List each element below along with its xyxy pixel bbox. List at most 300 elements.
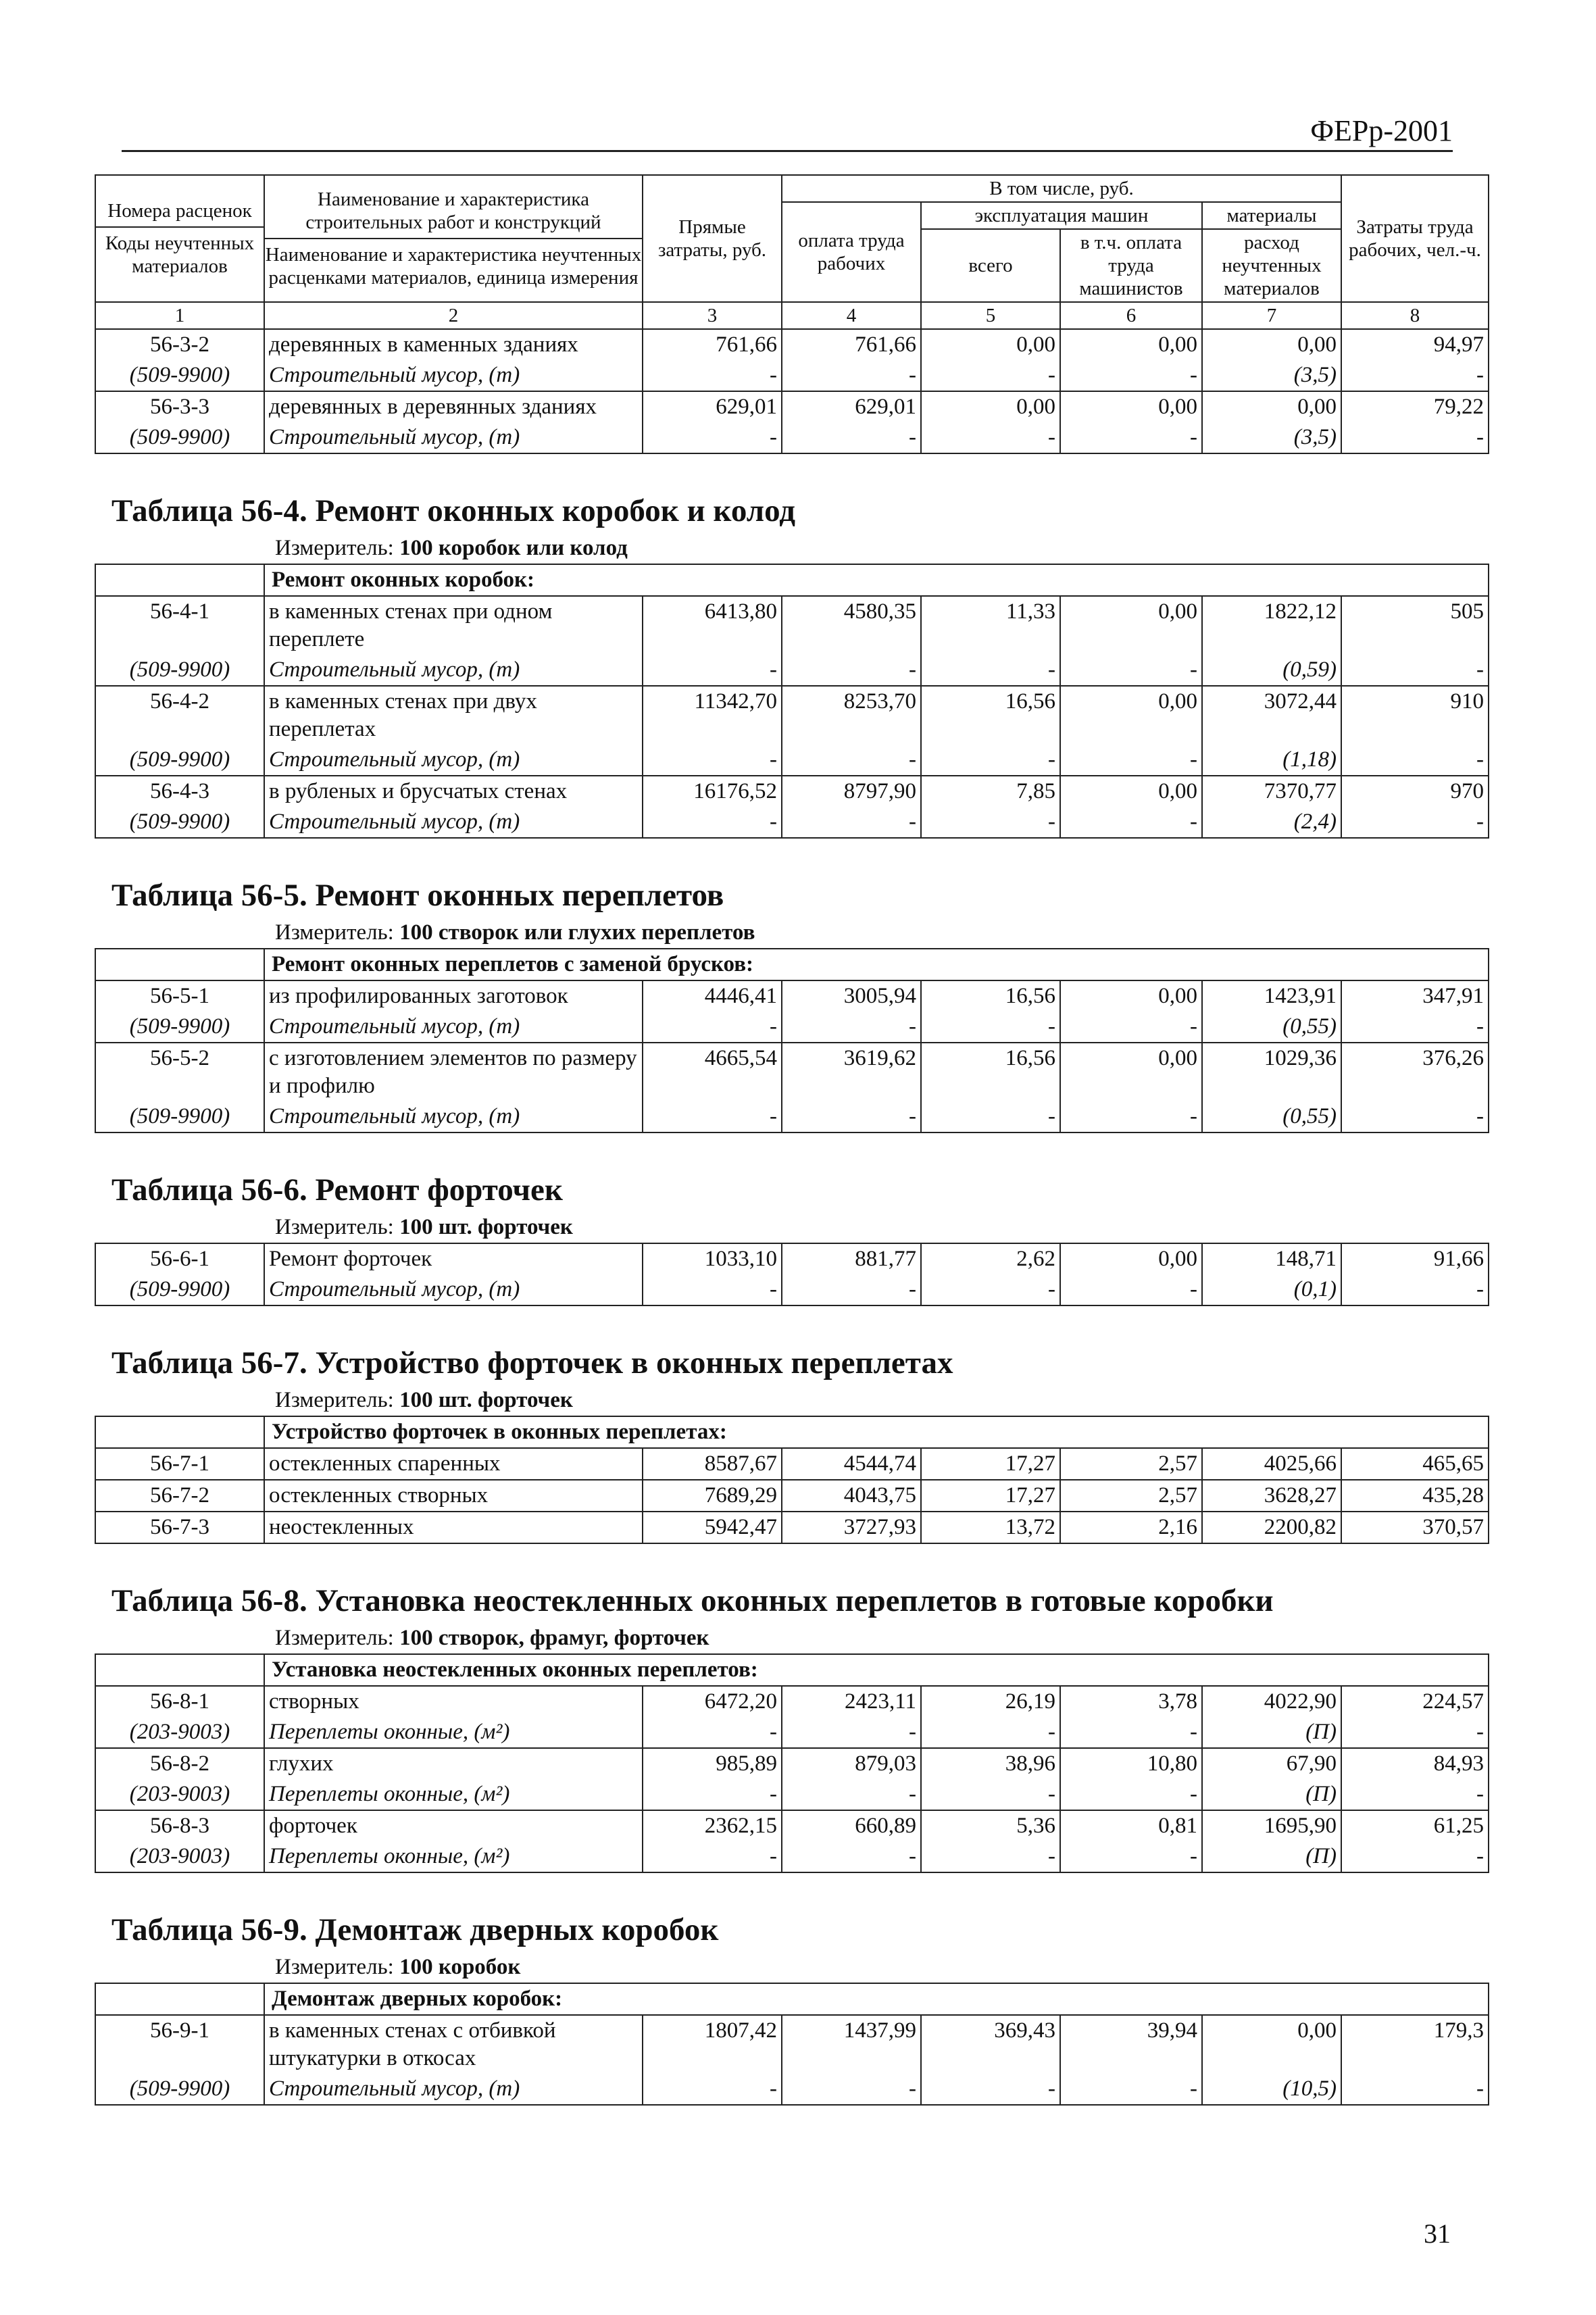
material-value: - xyxy=(921,360,1060,391)
header-rate-number xyxy=(95,175,264,302)
material-row xyxy=(95,422,1489,453)
table-title: Таблица 56-7. Устройство форточек в оконных переплетах xyxy=(111,1345,953,1380)
rate-value: 17,27 xyxy=(921,1480,1060,1512)
header-direct-costs: Прямые затраты, руб. xyxy=(643,175,782,302)
rate-code: 56-7-2 xyxy=(95,1480,264,1512)
material-row xyxy=(95,1717,1489,1748)
material-value: - xyxy=(643,1274,782,1305)
material-row xyxy=(95,1779,1489,1810)
rate-code: 56-6-1 xyxy=(95,1243,264,1274)
rate-value: 7,85 xyxy=(921,776,1060,807)
rate-row xyxy=(95,686,1489,745)
rate-value: 629,01 xyxy=(643,391,782,422)
rate-name: створных xyxy=(264,1686,643,1717)
material-value: - xyxy=(921,1274,1060,1305)
rate-value: 370,57 xyxy=(1341,1512,1489,1543)
rate-value: 910 xyxy=(1341,686,1489,745)
measure-label: Измеритель: xyxy=(275,920,394,945)
measure-unit xyxy=(95,1213,1489,1243)
rate-value: 0,00 xyxy=(1060,596,1202,655)
material-value: - xyxy=(643,1101,782,1132)
measure-row xyxy=(95,534,1489,564)
rate-value: 0,81 xyxy=(1060,1810,1202,1841)
rate-row xyxy=(95,329,1489,360)
rate-row xyxy=(95,596,1489,655)
material-name: Строительный мусор, (т) xyxy=(264,1101,643,1132)
measure-value: 100 коробок или колод xyxy=(399,536,628,560)
rate-name: в каменных стенах при двух переплетах xyxy=(264,686,643,745)
rate-code: 56-8-2 xyxy=(95,1748,264,1779)
table-body xyxy=(95,329,1489,2105)
rate-value: 1695,90 xyxy=(1202,1810,1341,1841)
rate-value: 16,56 xyxy=(921,686,1060,745)
material-value: - xyxy=(782,1841,921,1872)
header-rate-number-label: Номера расценок xyxy=(107,200,252,222)
material-consumption: (П) xyxy=(1202,1841,1341,1872)
rate-value: 179,3 xyxy=(1341,2015,1489,2074)
rate-value: 1437,99 xyxy=(782,2015,921,2074)
material-value: - xyxy=(643,1717,782,1748)
material-code: (509-9900) xyxy=(95,1101,264,1132)
material-value: - xyxy=(921,745,1060,776)
rate-value: 13,72 xyxy=(921,1512,1060,1543)
header-workers-pay: оплата труда рабочих xyxy=(782,202,921,302)
table-title-row xyxy=(95,1132,1489,1213)
rate-code: 56-7-3 xyxy=(95,1512,264,1543)
material-row xyxy=(95,1101,1489,1132)
rate-value: 91,66 xyxy=(1341,1243,1489,1274)
material-value: - xyxy=(782,2074,921,2105)
material-consumption: (1,18) xyxy=(1202,745,1341,776)
rate-value: 39,94 xyxy=(1060,2015,1202,2074)
header-unaccounted-materials: расход неучтенных материалов xyxy=(1202,229,1341,302)
table-subheading: Ремонт оконных коробок: xyxy=(264,564,1489,596)
rate-code: 56-9-1 xyxy=(95,2015,264,2074)
material-code: (203-9003) xyxy=(95,1717,264,1748)
rate-row xyxy=(95,1512,1489,1543)
rate-value: 3628,27 xyxy=(1202,1480,1341,1512)
rate-row xyxy=(95,1043,1489,1101)
measure-unit xyxy=(95,1624,1489,1654)
table-title: Таблица 56-9. Демонтаж дверных коробок xyxy=(111,1912,719,1947)
rate-value: 881,77 xyxy=(782,1243,921,1274)
rate-value: 0,00 xyxy=(1060,1043,1202,1101)
material-name: Строительный мусор, (т) xyxy=(264,745,643,776)
table-title: Таблица 56-4. Ремонт оконных коробок и колод xyxy=(111,493,796,528)
material-value: - xyxy=(643,745,782,776)
rate-name: Ремонт форточек xyxy=(264,1243,643,1274)
material-value: - xyxy=(782,807,921,838)
column-number: 6 xyxy=(1060,302,1202,329)
table-title: Таблица 56-5. Ремонт оконных переплетов xyxy=(111,878,724,913)
rate-value: 2,62 xyxy=(921,1243,1060,1274)
subheading-row xyxy=(95,564,1489,596)
rate-value: 0,00 xyxy=(1060,1243,1202,1274)
material-value: - xyxy=(1060,1779,1202,1810)
table-title-row xyxy=(95,838,1489,918)
material-name: Переплеты оконные, (м²) xyxy=(264,1717,643,1748)
material-code: (509-9900) xyxy=(95,745,264,776)
material-value: - xyxy=(782,422,921,453)
rate-value: 629,01 xyxy=(782,391,921,422)
rate-value: 5942,47 xyxy=(643,1512,782,1543)
rate-name: с изготовлением элементов по размеру и профилю xyxy=(264,1043,643,1101)
rate-value: 5,36 xyxy=(921,1810,1060,1841)
material-code: (203-9003) xyxy=(95,1779,264,1810)
page-number: 31 xyxy=(1424,2218,1451,2249)
material-value: - xyxy=(1341,1101,1489,1132)
header-materials: материалы xyxy=(1202,202,1341,229)
measure-value: 100 шт. форточек xyxy=(399,1215,573,1239)
measure-value: 100 шт. форточек xyxy=(399,1388,573,1412)
material-value: - xyxy=(1341,1012,1489,1043)
rate-value: 3727,93 xyxy=(782,1512,921,1543)
material-name: Переплеты оконные, (м²) xyxy=(264,1841,643,1872)
rate-value: 6413,80 xyxy=(643,596,782,655)
rate-value: 4446,41 xyxy=(643,980,782,1012)
material-name: Строительный мусор, (т) xyxy=(264,2074,643,2105)
material-row xyxy=(95,1274,1489,1305)
rate-code: 56-3-3 xyxy=(95,391,264,422)
rate-value: 4544,74 xyxy=(782,1448,921,1480)
subheading-spacer xyxy=(95,1983,264,2015)
subheading-row xyxy=(95,949,1489,980)
rate-value: 11,33 xyxy=(921,596,1060,655)
material-consumption: (3,5) xyxy=(1202,360,1341,391)
material-value: - xyxy=(1060,655,1202,686)
measure-unit xyxy=(95,534,1489,564)
rate-row xyxy=(95,1448,1489,1480)
rate-value: 3,78 xyxy=(1060,1686,1202,1717)
material-value: - xyxy=(1060,807,1202,838)
column-number: 1 xyxy=(95,302,264,329)
material-value: - xyxy=(1341,360,1489,391)
material-value: - xyxy=(643,807,782,838)
rate-value: 0,00 xyxy=(921,329,1060,360)
rate-value: 0,00 xyxy=(1060,776,1202,807)
material-value: - xyxy=(921,1779,1060,1810)
rate-value: 0,00 xyxy=(1060,329,1202,360)
material-value: - xyxy=(1060,360,1202,391)
table-title-row xyxy=(95,453,1489,534)
material-value: - xyxy=(1060,422,1202,453)
material-value: - xyxy=(782,1274,921,1305)
subheading-spacer xyxy=(95,1654,264,1686)
rate-value: 224,57 xyxy=(1341,1686,1489,1717)
material-consumption: (0,55) xyxy=(1202,1101,1341,1132)
rate-value: 1807,42 xyxy=(643,2015,782,2074)
rate-value: 4580,35 xyxy=(782,596,921,655)
rate-value: 1822,12 xyxy=(1202,596,1341,655)
rate-value: 2,57 xyxy=(1060,1480,1202,1512)
header-including: В том числе, руб. xyxy=(782,175,1341,202)
document-code: ФЕРр-2001 xyxy=(1310,114,1453,147)
rate-value: 369,43 xyxy=(921,2015,1060,2074)
rate-value: 11342,70 xyxy=(643,686,782,745)
measure-row xyxy=(95,1213,1489,1243)
rate-value: 2362,15 xyxy=(643,1810,782,1841)
header-rule xyxy=(122,150,1453,152)
material-value: - xyxy=(1060,2074,1202,2105)
material-value: - xyxy=(1341,655,1489,686)
rate-code: 56-3-2 xyxy=(95,329,264,360)
rate-value: 148,71 xyxy=(1202,1243,1341,1274)
rate-value: 761,66 xyxy=(782,329,921,360)
table-title-row xyxy=(95,1872,1489,1953)
rate-value: 1033,10 xyxy=(643,1243,782,1274)
material-code: (509-9900) xyxy=(95,422,264,453)
rate-row xyxy=(95,1480,1489,1512)
column-number: 3 xyxy=(643,302,782,329)
material-value: - xyxy=(1341,1779,1489,1810)
rate-value: 16,56 xyxy=(921,980,1060,1012)
material-value: - xyxy=(782,1717,921,1748)
table-title-row xyxy=(95,1543,1489,1624)
material-value: - xyxy=(1341,1717,1489,1748)
rate-value: 67,90 xyxy=(1202,1748,1341,1779)
rate-value: 2,16 xyxy=(1060,1512,1202,1543)
material-value: - xyxy=(782,1101,921,1132)
rate-value: 0,00 xyxy=(1060,686,1202,745)
rate-name: из профилированных заготовок xyxy=(264,980,643,1012)
rate-code: 56-4-3 xyxy=(95,776,264,807)
subheading-row xyxy=(95,1654,1489,1686)
rate-code: 56-8-3 xyxy=(95,1810,264,1841)
rate-value: 10,80 xyxy=(1060,1748,1202,1779)
material-value: - xyxy=(1341,1274,1489,1305)
measure-label: Измеритель: xyxy=(275,1215,394,1239)
rate-value: 3619,62 xyxy=(782,1043,921,1101)
rate-name: в каменных стенах с отбивкой штукатурки в откосах xyxy=(264,2015,643,2074)
rate-value: 0,00 xyxy=(1060,980,1202,1012)
rate-name: неостекленных xyxy=(264,1512,643,1543)
material-value: - xyxy=(921,422,1060,453)
material-value: - xyxy=(1060,1274,1202,1305)
material-value: - xyxy=(921,1841,1060,1872)
rate-value: 465,65 xyxy=(1341,1448,1489,1480)
header-works-name-label: Наименование и характеристика строительных работ и конструкций xyxy=(305,189,601,233)
material-consumption: (0,59) xyxy=(1202,655,1341,686)
rate-row xyxy=(95,1243,1489,1274)
column-number: 5 xyxy=(921,302,1060,329)
column-number: 8 xyxy=(1341,302,1489,329)
column-number: 2 xyxy=(264,302,643,329)
rate-value: 8253,70 xyxy=(782,686,921,745)
measure-row xyxy=(95,1624,1489,1654)
rate-value: 8587,67 xyxy=(643,1448,782,1480)
rate-value: 1423,91 xyxy=(1202,980,1341,1012)
rate-code: 56-8-1 xyxy=(95,1686,264,1717)
measure-row xyxy=(95,1386,1489,1416)
material-value: - xyxy=(782,745,921,776)
material-name: Строительный мусор, (т) xyxy=(264,655,643,686)
measure-value: 100 створок или глухих переплетов xyxy=(399,920,755,945)
rate-row xyxy=(95,1686,1489,1717)
rate-value: 347,91 xyxy=(1341,980,1489,1012)
rate-value: 26,19 xyxy=(921,1686,1060,1717)
measure-label: Измеритель: xyxy=(275,536,394,560)
header-machinists-pay: в т.ч. оплата труда машинистов xyxy=(1060,229,1202,302)
material-value: - xyxy=(643,360,782,391)
rate-value: 970 xyxy=(1341,776,1489,807)
rate-value: 879,03 xyxy=(782,1748,921,1779)
rate-code: 56-5-1 xyxy=(95,980,264,1012)
material-value: - xyxy=(921,655,1060,686)
material-value: - xyxy=(1060,1012,1202,1043)
rate-row xyxy=(95,980,1489,1012)
material-row xyxy=(95,655,1489,686)
material-row xyxy=(95,1012,1489,1043)
material-code: (203-9003) xyxy=(95,1841,264,1872)
material-value: - xyxy=(1060,745,1202,776)
header-materials-name-label: Наименование и характеристика неучтенных расценками материалов, единица измерения xyxy=(265,238,642,289)
material-consumption: (П) xyxy=(1202,1779,1341,1810)
rate-name: в каменных стенах при одном переплете xyxy=(264,596,643,655)
table-subheading: Ремонт оконных переплетов с заменой брусков: xyxy=(264,949,1489,980)
material-consumption: (10,5) xyxy=(1202,2074,1341,2105)
measure-value: 100 коробок xyxy=(399,1955,521,1979)
material-value: - xyxy=(921,1717,1060,1748)
rate-value: 660,89 xyxy=(782,1810,921,1841)
material-value: - xyxy=(782,1012,921,1043)
header-material-codes-label: Коды неучтенных материалов xyxy=(96,226,264,278)
rate-name: остекленных спаренных xyxy=(264,1448,643,1480)
rate-code: 56-4-1 xyxy=(95,596,264,655)
material-code: (509-9900) xyxy=(95,1274,264,1305)
table-subheading: Устройство форточек в оконных переплетах: xyxy=(264,1416,1489,1448)
rate-value: 79,22 xyxy=(1341,391,1489,422)
rate-value: 8797,90 xyxy=(782,776,921,807)
table-subheading: Установка неостекленных оконных переплетов: xyxy=(264,1654,1489,1686)
material-consumption: (0,55) xyxy=(1202,1012,1341,1043)
column-number: 4 xyxy=(782,302,921,329)
material-value: - xyxy=(921,2074,1060,2105)
material-value: - xyxy=(643,1779,782,1810)
rate-value: 761,66 xyxy=(643,329,782,360)
rate-value: 84,93 xyxy=(1341,1748,1489,1779)
measure-unit xyxy=(95,1386,1489,1416)
rates-table-wrapper xyxy=(95,174,1488,2106)
rate-value: 435,28 xyxy=(1341,1480,1489,1512)
rate-value: 94,97 xyxy=(1341,329,1489,360)
measure-value: 100 створок, фрамуг, форточек xyxy=(399,1626,709,1650)
subheading-spacer xyxy=(95,949,264,980)
rate-value: 16,56 xyxy=(921,1043,1060,1101)
measure-row xyxy=(95,1953,1489,1983)
table-title: Таблица 56-8. Установка неостекленных оконных переплетов в готовые коробки xyxy=(111,1583,1274,1618)
table-title: Таблица 56-6. Ремонт форточек xyxy=(111,1172,563,1208)
material-consumption: (0,1) xyxy=(1202,1274,1341,1305)
rate-row xyxy=(95,391,1489,422)
material-value: - xyxy=(921,807,1060,838)
material-name: Строительный мусор, (т) xyxy=(264,1012,643,1043)
subheading-spacer xyxy=(95,564,264,596)
rate-row xyxy=(95,2015,1489,2074)
measure-unit xyxy=(95,1953,1489,1983)
rate-row xyxy=(95,776,1489,807)
material-consumption: (П) xyxy=(1202,1717,1341,1748)
material-value: - xyxy=(1060,1717,1202,1748)
measure-label: Измеритель: xyxy=(275,1626,394,1650)
rate-name: деревянных в деревянных зданиях xyxy=(264,391,643,422)
material-consumption: (3,5) xyxy=(1202,422,1341,453)
rate-value: 0,00 xyxy=(1060,391,1202,422)
material-row xyxy=(95,2074,1489,2105)
header-machines: эксплуатация машин xyxy=(921,202,1202,229)
subheading-row xyxy=(95,1416,1489,1448)
material-value: - xyxy=(782,360,921,391)
material-value: - xyxy=(1060,1101,1202,1132)
material-value: - xyxy=(643,1841,782,1872)
table-title-row xyxy=(95,1305,1489,1386)
material-value: - xyxy=(921,1101,1060,1132)
rate-row xyxy=(95,1810,1489,1841)
material-row xyxy=(95,1841,1489,1872)
rate-value: 0,00 xyxy=(1202,2015,1341,2074)
rate-value: 16176,52 xyxy=(643,776,782,807)
header-machines-total: всего xyxy=(921,229,1060,302)
measure-label: Измеритель: xyxy=(275,1388,394,1412)
measure-label: Измеритель: xyxy=(275,1955,394,1979)
material-name: Строительный мусор, (т) xyxy=(264,422,643,453)
table-subheading: Демонтаж дверных коробок: xyxy=(264,1983,1489,2015)
material-code: (509-9900) xyxy=(95,360,264,391)
rate-value: 4043,75 xyxy=(782,1480,921,1512)
rate-code: 56-7-1 xyxy=(95,1448,264,1480)
rate-value: 985,89 xyxy=(643,1748,782,1779)
material-name: Переплеты оконные, (м²) xyxy=(264,1779,643,1810)
rate-value: 4022,90 xyxy=(1202,1686,1341,1717)
rate-value: 1029,36 xyxy=(1202,1043,1341,1101)
rate-name: глухих xyxy=(264,1748,643,1779)
column-numbers-row xyxy=(95,302,1489,329)
rate-value: 2423,11 xyxy=(782,1686,921,1717)
material-value: - xyxy=(1341,1841,1489,1872)
rate-value: 7370,77 xyxy=(1202,776,1341,807)
rate-value: 3005,94 xyxy=(782,980,921,1012)
rate-value: 0,00 xyxy=(921,391,1060,422)
rate-value: 505 xyxy=(1341,596,1489,655)
table-header xyxy=(95,175,1489,329)
material-value: - xyxy=(643,2074,782,2105)
rate-value: 61,25 xyxy=(1341,1810,1489,1841)
material-row xyxy=(95,807,1489,838)
measure-row xyxy=(95,918,1489,949)
material-code: (509-9900) xyxy=(95,655,264,686)
rate-value: 7689,29 xyxy=(643,1480,782,1512)
material-name: Строительный мусор, (т) xyxy=(264,807,643,838)
rate-row xyxy=(95,1748,1489,1779)
material-value: - xyxy=(1060,1841,1202,1872)
header-name xyxy=(264,175,643,302)
material-value: - xyxy=(643,1012,782,1043)
material-row xyxy=(95,745,1489,776)
rate-value: 4665,54 xyxy=(643,1043,782,1101)
material-value: - xyxy=(1341,807,1489,838)
material-value: - xyxy=(1341,2074,1489,2105)
rate-name: в рубленых и брусчатых стенах xyxy=(264,776,643,807)
rate-value: 0,00 xyxy=(1202,391,1341,422)
rate-value: 6472,20 xyxy=(643,1686,782,1717)
material-value: - xyxy=(643,655,782,686)
rate-name: форточек xyxy=(264,1810,643,1841)
material-code: (509-9900) xyxy=(95,2074,264,2105)
rate-value: 376,26 xyxy=(1341,1043,1489,1101)
material-consumption: (2,4) xyxy=(1202,807,1341,838)
rate-value: 3072,44 xyxy=(1202,686,1341,745)
material-value: - xyxy=(1341,745,1489,776)
material-value: - xyxy=(782,1779,921,1810)
